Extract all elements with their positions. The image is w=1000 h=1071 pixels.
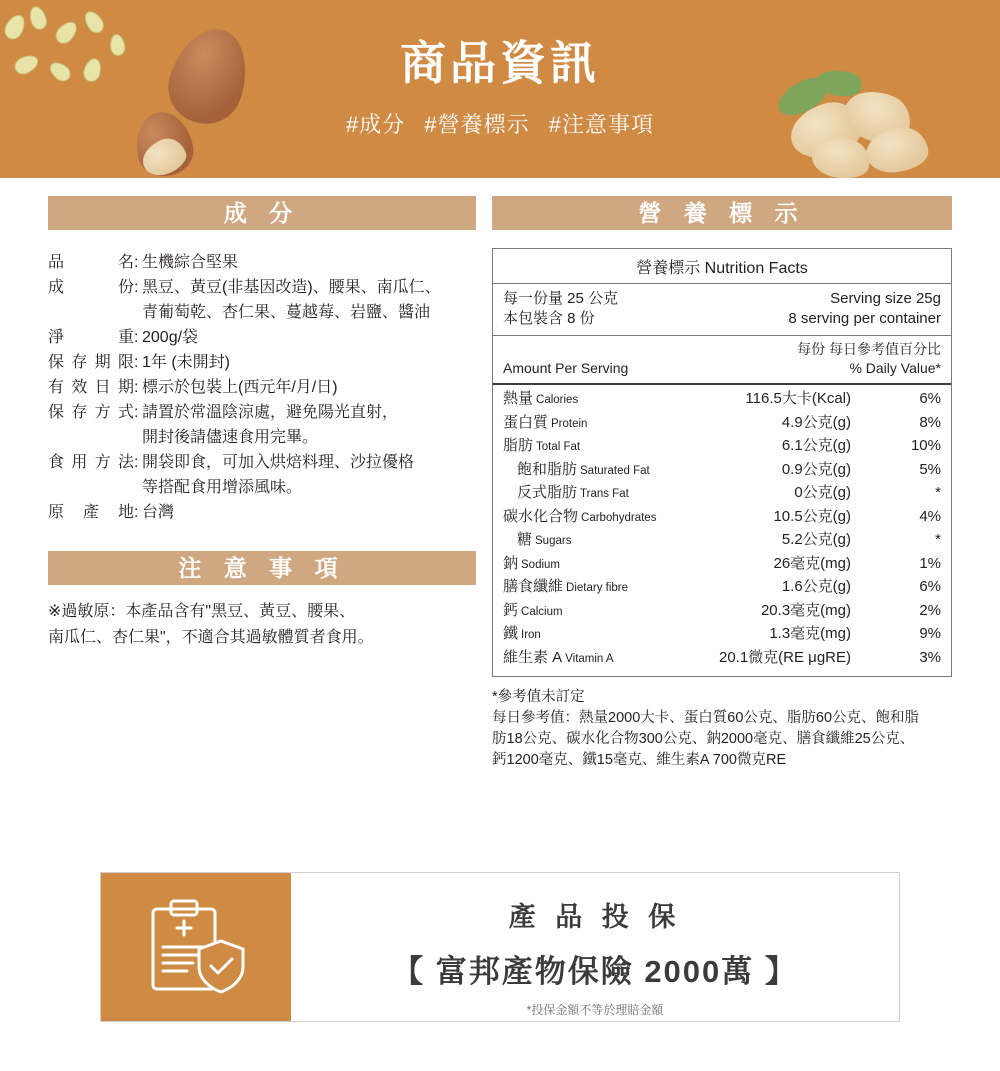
ingredient-label: 保存期限 [48,354,134,371]
nutrient-name-en: Vitamin A [565,652,614,665]
colon: : [134,254,139,271]
table-row [48,275,476,300]
container-label: 本包裝含 8 份 [503,310,595,327]
clipboard-shield-icon [143,897,249,997]
insurance-body [291,873,899,1021]
notice-line: 南瓜仁、杏仁果"，不適合其過敏體質者食用。 [48,629,374,646]
nutrient-row [503,459,941,483]
nutrient-name-en: Calcium [521,605,563,618]
ingredient-value-continued: 開封後請儘速食用完畢。 [142,429,319,446]
nutrient-percent: 5% [919,460,941,478]
footnote-line: 鈣1200毫克、鐵15毫克、維生素A 700微克RE [492,752,787,768]
nutrient-percent: * [935,484,941,501]
nutrient-rows [493,385,951,676]
nutrient-name: 蛋白質 [503,413,549,431]
nutrient-percent: * [935,531,941,548]
serving-size-en: Serving size 25g [830,290,941,307]
nutrient-name-en: Saturated Fat [580,464,650,477]
nutrient-amount: 10.5公克(g) [773,507,851,525]
nutrient-amount: 6.1公克(g) [781,437,851,454]
ingredient-label: 有效日期 [48,379,134,396]
nutrient-amount: 20.1微克(RE μgRE) [718,648,851,666]
ingredient-label: 品 名 [48,254,134,271]
notice-section-header: 注 意 事 項 [48,551,476,585]
nutrient-row [503,623,941,647]
footnote-line: 肪18公克、碳水化合物300公克、鈉2000毫克、膳食纖維25公克、 [492,731,915,747]
serving-info [493,284,951,336]
container-en: 8 serving per container [788,310,941,327]
nutrient-row [503,576,941,600]
nutrient-row [503,482,941,506]
tag-nutrition[interactable]: #營養標示 [424,112,530,137]
nutrient-row [503,647,941,671]
serving-size-row [503,289,941,309]
insurance-icon-box [101,873,291,1021]
nutrient-percent: 8% [919,413,941,431]
nutrient-row [503,506,941,530]
nutrient-percent: 1% [919,554,941,572]
ingredient-value: 生機綜合堅果 [142,254,239,271]
ingredient-label: 食用方法 [48,454,134,471]
colon: : [134,329,139,346]
ingredient-label: 成 份 [48,279,134,296]
table-row [48,400,476,425]
nutrition-facts-table [492,248,952,677]
nutrient-percent: 6% [919,390,941,407]
ingredient-value: 黑豆、黃豆(非基因改造)、腰果、南瓜仁、 [142,279,441,296]
notice-body [48,599,476,651]
insurance-subtitle: 【 富邦產物保險 2000萬 】 [392,954,798,989]
table-row [48,375,476,400]
nutrient-name-en: Trans Fat [580,488,629,500]
daily-value-zh: 每份 每日參考值百分比 [797,341,941,357]
nutrient-name: 鈣 [503,601,519,619]
nutrition-section-header: 營 養 標 示 [492,196,952,230]
ingredients-table [48,250,476,525]
nutrient-amount: 1.3毫克(mg) [769,625,851,642]
percent-daily-value-label: % Daily Value* [849,360,941,376]
nutrient-name-en: Protein [551,417,588,430]
footnote-line: *參考值未訂定 [492,689,585,705]
nutrient-row [503,600,941,624]
colon: : [134,279,139,296]
ingredient-value: 台灣 [142,504,175,521]
nutrient-name: 鐵 [503,625,519,642]
nutrient-name-en: Carbohydrates [581,511,657,524]
amount-per-serving-label: Amount Per Serving [503,360,629,376]
colon: : [134,379,139,396]
daily-value-header [493,336,951,385]
insurance-title: 產 品 投 保 [508,902,682,932]
nutrient-name: 脂肪 [503,437,534,454]
ingredient-label: 保存方式 [48,404,134,421]
tag-notice[interactable]: #注意事項 [548,112,654,137]
nutrient-name-en: Total Fat [536,441,581,453]
nutrient-name: 維生素 A [503,648,563,666]
table-row [48,350,476,375]
daily-value-line2 [503,359,941,378]
table-row [48,325,476,350]
ingredients-section-header: 成 分 [48,196,476,230]
nutrient-amount: 5.2公克(g) [781,531,851,548]
serving-size-label: 每一份量 25 公克 [503,290,619,307]
nutrition-facts-title: 營養標示 Nutrition Facts [493,249,951,284]
header-tags [0,108,1000,139]
ingredient-value: 開袋即食，可加入烘焙料理、沙拉優格 [142,454,415,471]
ingredient-value: 標示於包裝上(西元年/月/日) [142,379,338,396]
nutrient-amount: 26毫克(mg) [773,554,851,572]
nutrient-row [503,412,941,436]
nutrition-footnotes [492,687,952,771]
nutrient-name: 鈉 [503,554,519,572]
nutrient-percent: 2% [919,601,941,619]
nutrient-row [503,529,941,553]
daily-value-line1 [503,340,941,359]
nutrient-row [503,553,941,577]
nutrient-amount: 0公克(g) [794,484,851,501]
ingredient-value: 請置於常溫陰涼處，避免陽光直射， [142,404,399,421]
nutrient-name: 碳水化合物 [503,507,579,525]
ingredient-value: 200g/袋 [142,329,199,346]
colon: : [134,404,139,421]
insurance-banner [100,872,900,1022]
table-row [48,500,476,525]
page-header [0,0,1000,178]
colon: : [134,354,139,371]
nutrient-name-en: Sugars [535,535,572,547]
nutrient-name: 反式脂肪 [517,484,578,501]
nutrient-row [503,435,941,459]
ingredient-value: 1年 (未開封) [142,354,231,371]
ingredient-label: 淨 重 [48,329,134,346]
nutrient-percent: 3% [919,648,941,666]
page-title: 商品資訊 [400,37,600,89]
nutrient-name: 膳食纖維 [503,578,564,595]
footnote-line: 每日參考值：熱量2000大卡、蛋白質60公克、脂肪60公克、飽和脂 [492,710,920,726]
nutrient-amount: 0.9公克(g) [781,460,851,478]
nutrient-row [503,388,941,412]
nutrient-name-en: Calories [536,394,579,406]
tag-ingredients[interactable]: #成分 [346,112,406,137]
notice-line: ※過敏原：本產品含有"黑豆、黃豆、腰果、 [48,603,356,620]
ingredient-label: 原 產 地 [48,504,134,521]
nutrient-percent: 4% [919,507,941,525]
insurance-note: *投保金額不等於理賠金額 [526,1003,664,1017]
ingredient-value-continued: 青葡萄乾、杏仁果、蔓越莓、岩鹽、醬油 [142,304,431,321]
colon: : [134,504,139,521]
ingredients-column [48,196,476,651]
nutrient-percent: 6% [919,578,941,595]
nutrient-amount: 116.5大卡(Kcal) [745,390,851,407]
nutrient-name: 糖 [517,531,533,548]
nutrient-percent: 9% [919,625,941,642]
nutrient-name-en: Dietary fibre [566,582,629,594]
nutrient-amount: 1.6公克(g) [781,578,851,595]
nutrient-name: 飽和脂肪 [517,460,578,478]
nutrient-percent: 10% [910,437,941,454]
ingredient-value-continued: 等搭配食用增添風味。 [142,479,303,496]
table-row [48,450,476,475]
nutrient-name: 熱量 [503,390,534,407]
nutrient-name-en: Iron [521,629,541,641]
nutrition-column [492,196,952,771]
table-row [48,250,476,275]
nutrient-name-en: Sodium [521,558,561,571]
servings-per-container-row [503,309,941,329]
nutrient-amount: 20.3毫克(mg) [760,601,851,619]
colon: : [134,454,139,471]
nutrient-amount: 4.9公克(g) [781,413,851,431]
